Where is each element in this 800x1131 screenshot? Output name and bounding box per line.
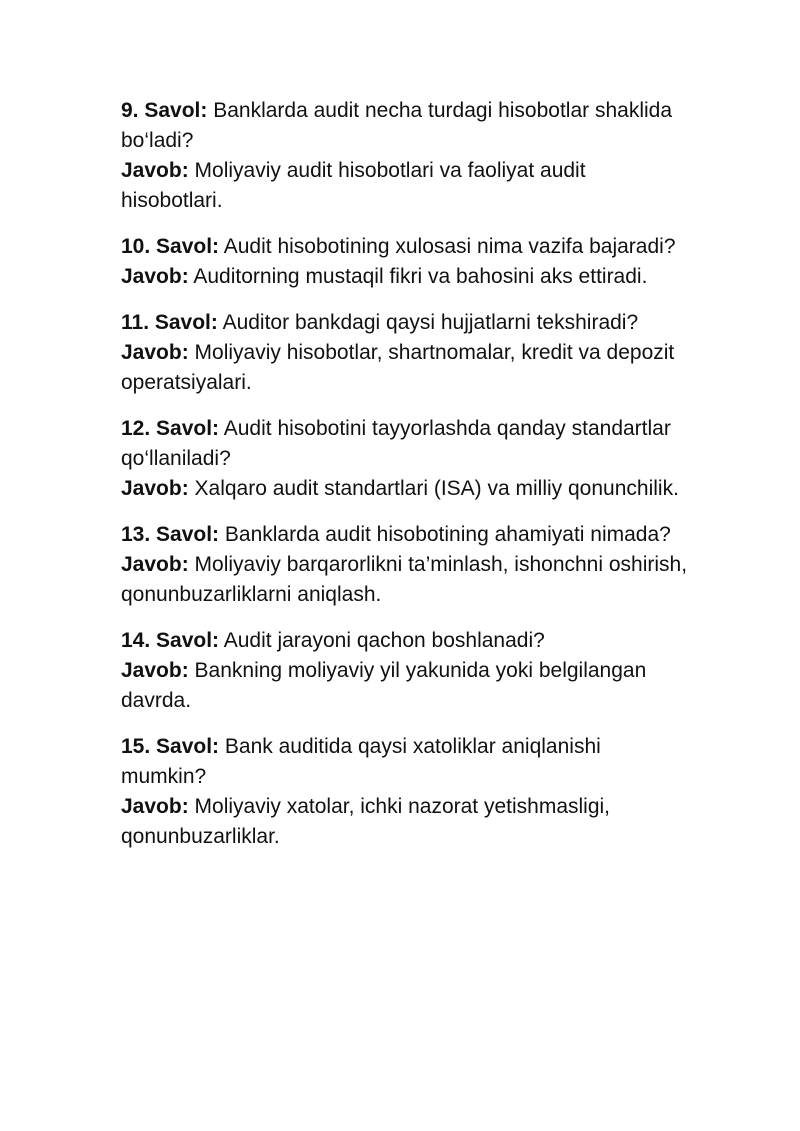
qa-item-12 xyxy=(121,414,691,504)
question-text: Audit hisobotining xulosasi nima vazifa bajaradi? xyxy=(219,235,676,258)
qa-item-11 xyxy=(121,308,691,398)
answer-text: Moliyaviy hisobotlar, shartnomalar, kredit va depozit operatsiyalari. xyxy=(121,341,675,394)
answer-text: Moliyaviy barqarorlikni ta’minlash, ishonchni oshirish, qonunbuzarliklarni aniqlash. xyxy=(121,553,688,606)
answer xyxy=(121,792,691,852)
answer-text: Xalqaro audit standartlari (ISA) va milliy qonunchilik. xyxy=(188,477,679,500)
qa-item-14 xyxy=(121,626,691,716)
answer-label: Javob: xyxy=(121,159,189,182)
question xyxy=(121,308,691,338)
qa-item-9 xyxy=(121,96,691,216)
question xyxy=(121,232,691,262)
question xyxy=(121,96,691,156)
question-label: 12. Savol: xyxy=(121,417,220,440)
answer-text: Auditorning mustaqil fikri va bahosini aks ettiradi. xyxy=(188,265,648,288)
qa-item-13 xyxy=(121,520,691,610)
question-label: 14. Savol: xyxy=(121,629,220,652)
question-label: 11. Savol: xyxy=(121,311,218,334)
question-label: 9. Savol: xyxy=(121,99,208,122)
question-text: Banklarda audit necha turdagi hisobotlar shaklida bo‘ladi? xyxy=(121,99,673,152)
answer xyxy=(121,156,691,216)
answer-text: Moliyaviy audit hisobotlari va faoliyat audit hisobotlari. xyxy=(121,159,586,212)
answer xyxy=(121,656,691,716)
question-text: Auditor bankdagi qaysi hujjatlarni tekshiradi? xyxy=(217,311,639,334)
answer-label: Javob: xyxy=(121,477,189,500)
answer xyxy=(121,474,691,504)
qa-item-15 xyxy=(121,732,691,852)
question xyxy=(121,626,691,656)
answer xyxy=(121,550,691,610)
question xyxy=(121,732,691,792)
question-text: Audit hisobotini tayyorlashda qanday standartlar qo‘llaniladi? xyxy=(121,417,671,470)
answer-label: Javob: xyxy=(121,341,189,364)
question xyxy=(121,414,691,474)
question-text: Banklarda audit hisobotining ahamiyati nimada? xyxy=(219,523,671,546)
answer xyxy=(121,338,691,398)
answer-text: Moliyaviy xatolar, ichki nazorat yetishmasligi, qonunbuzarliklar. xyxy=(121,795,611,848)
document-page xyxy=(121,96,691,868)
qa-item-10 xyxy=(121,232,691,292)
question-label: 15. Savol: xyxy=(121,735,220,758)
answer-label: Javob: xyxy=(121,795,189,818)
question-label: 10. Savol: xyxy=(121,235,220,258)
answer xyxy=(121,262,691,292)
question xyxy=(121,520,691,550)
answer-text: Bankning moliyaviy yil yakunida yoki belgilangan davrda. xyxy=(121,659,647,712)
question-label: 13. Savol: xyxy=(121,523,220,546)
answer-label: Javob: xyxy=(121,659,189,682)
question-text: Bank auditida qaysi xatoliklar aniqlanishi mumkin? xyxy=(121,735,601,788)
question-text: Audit jarayoni qachon boshlanadi? xyxy=(219,629,545,652)
answer-label: Javob: xyxy=(121,553,189,576)
answer-label: Javob: xyxy=(121,265,189,288)
